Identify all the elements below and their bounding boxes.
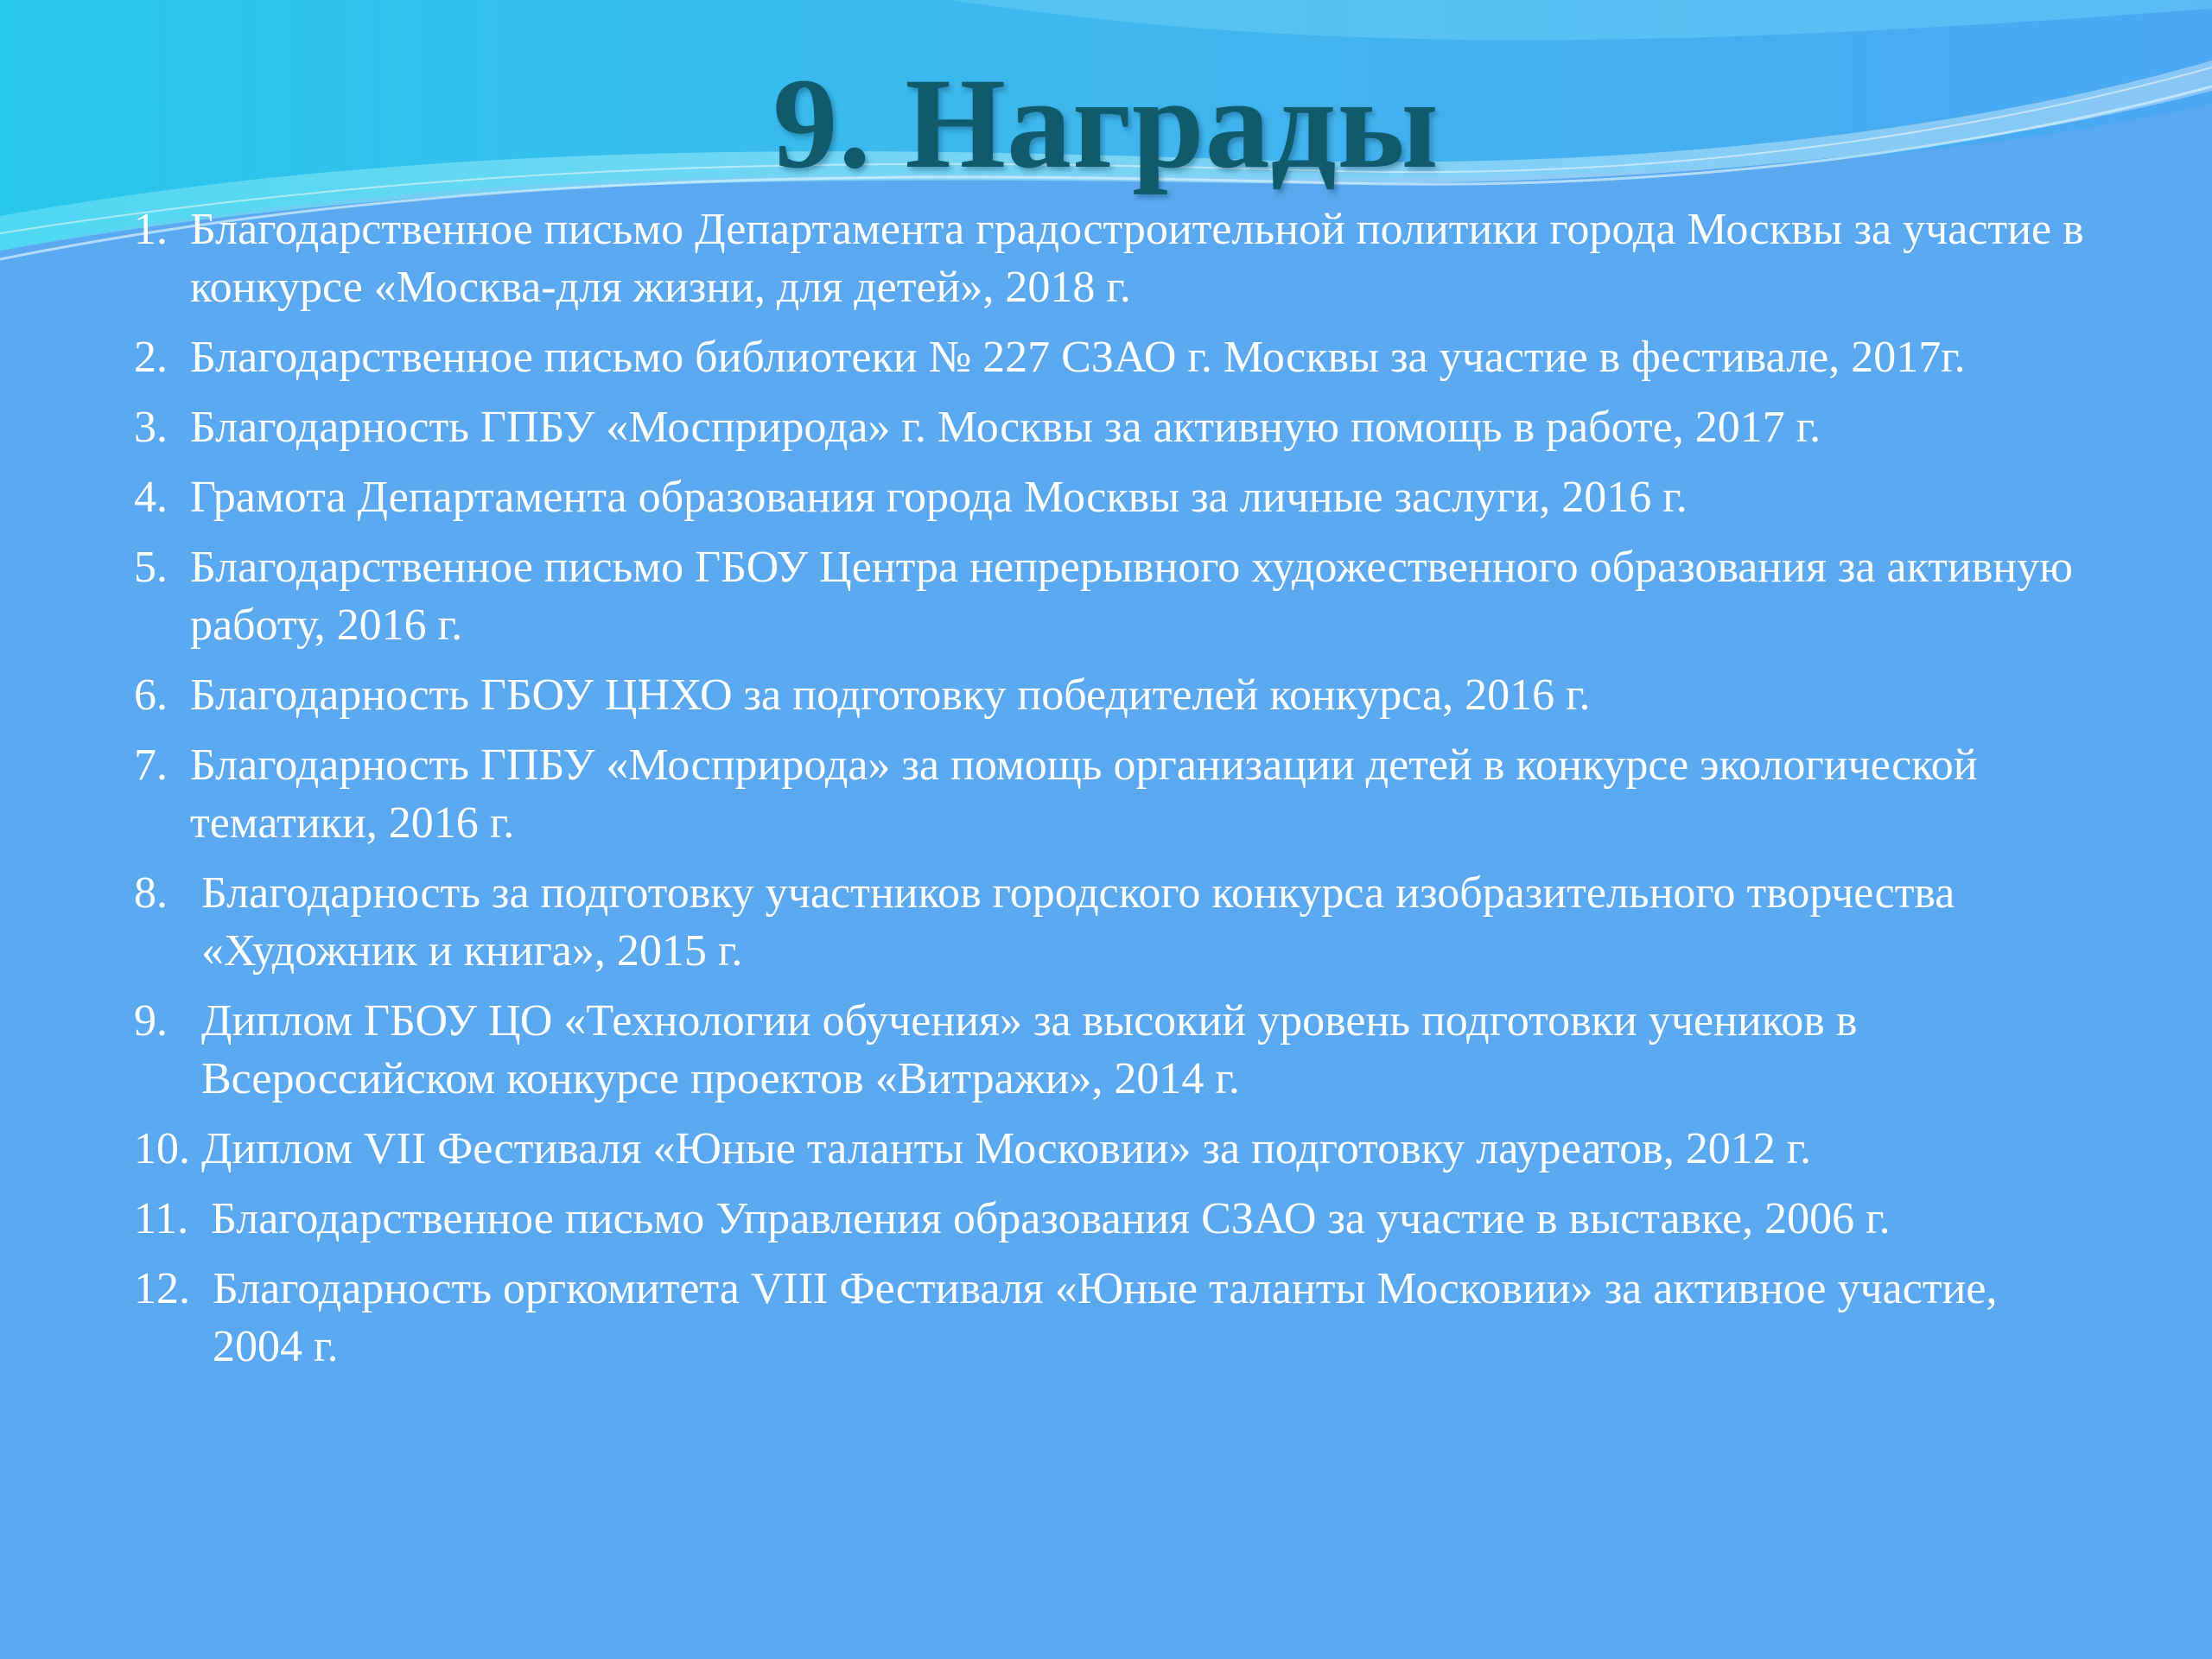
award-text: Благодарность ГПБУ «Мосприрода» г. Москвы за активную помощь в работе, 2017 г. bbox=[190, 403, 1821, 452]
award-number: 8. bbox=[134, 868, 201, 918]
award-text: Благодарственное письмо Департамента градостроительной политики города Москвы за участие в конкурсе «Москва-для жизни, для детей», 2018 г. bbox=[190, 205, 2084, 312]
list-item bbox=[134, 736, 2095, 852]
list-item bbox=[134, 1190, 2095, 1248]
list-item bbox=[134, 666, 2095, 724]
slide-title: 9. Награды bbox=[772, 52, 1440, 195]
list-item bbox=[134, 468, 2095, 526]
list-item bbox=[134, 200, 2095, 316]
award-text: Диплом VII Фестиваля «Юные таланты Московии» за подготовку лауреатов, 2012 г. bbox=[201, 1124, 1812, 1173]
award-number: 6. bbox=[134, 671, 190, 720]
list-item bbox=[134, 328, 2095, 386]
award-number: 7. bbox=[134, 741, 190, 790]
award-text: Благодарность оргкомитета VIII Фестиваля «Юные таланты Московии» за активное участие, 2004 г. bbox=[213, 1264, 1998, 1371]
award-number: 12. bbox=[134, 1264, 213, 1313]
award-text: Благодарственное письмо библиотеки № 227 СЗАО г. Москвы за участие в фестивале, 2017г. bbox=[190, 333, 1966, 382]
list-item bbox=[134, 398, 2095, 456]
list-item bbox=[134, 1260, 2095, 1376]
award-text: Диплом ГБОУ ЦО «Технологии обучения» за высокий уровень подготовки учеников в Всероссийском конкурсе проектов «Витражи», 2014 г. bbox=[201, 996, 1858, 1103]
award-text: Благодарственное письмо ГБОУ Центра непрерывного художественного образования за активную работу, 2016 г. bbox=[190, 543, 2073, 650]
awards-list bbox=[134, 200, 2095, 1388]
award-text: Грамота Департамента образования города Москвы за личные заслуги, 2016 г. bbox=[190, 473, 1688, 522]
award-number: 10. bbox=[134, 1124, 201, 1173]
award-text: Благодарственное письмо Управления образования СЗАО за участие в выставке, 2006 г. bbox=[211, 1194, 1891, 1243]
award-text: Благодарность ГПБУ «Мосприрода» за помощь организации детей в конкурсе экологической тематики, 2016 г. bbox=[190, 741, 1978, 848]
list-item bbox=[134, 864, 2095, 980]
award-number: 11. bbox=[134, 1194, 212, 1243]
award-text: Благодарность ГБОУ ЦНХО за подготовку победителей конкурса, 2016 г. bbox=[190, 671, 1591, 720]
award-text: Благодарность за подготовку участников городского конкурса изобразительного творчества «Художник и книга», 2015 г. bbox=[201, 868, 1955, 976]
list-item bbox=[134, 1120, 2095, 1178]
award-number: 2. bbox=[134, 333, 190, 382]
award-number: 4. bbox=[134, 473, 190, 522]
award-number: 1. bbox=[134, 205, 190, 254]
list-item bbox=[134, 992, 2095, 1108]
award-number: 5. bbox=[134, 543, 190, 592]
list-item bbox=[134, 538, 2095, 654]
award-number: 9. bbox=[134, 996, 201, 1046]
award-number: 3. bbox=[134, 403, 190, 452]
